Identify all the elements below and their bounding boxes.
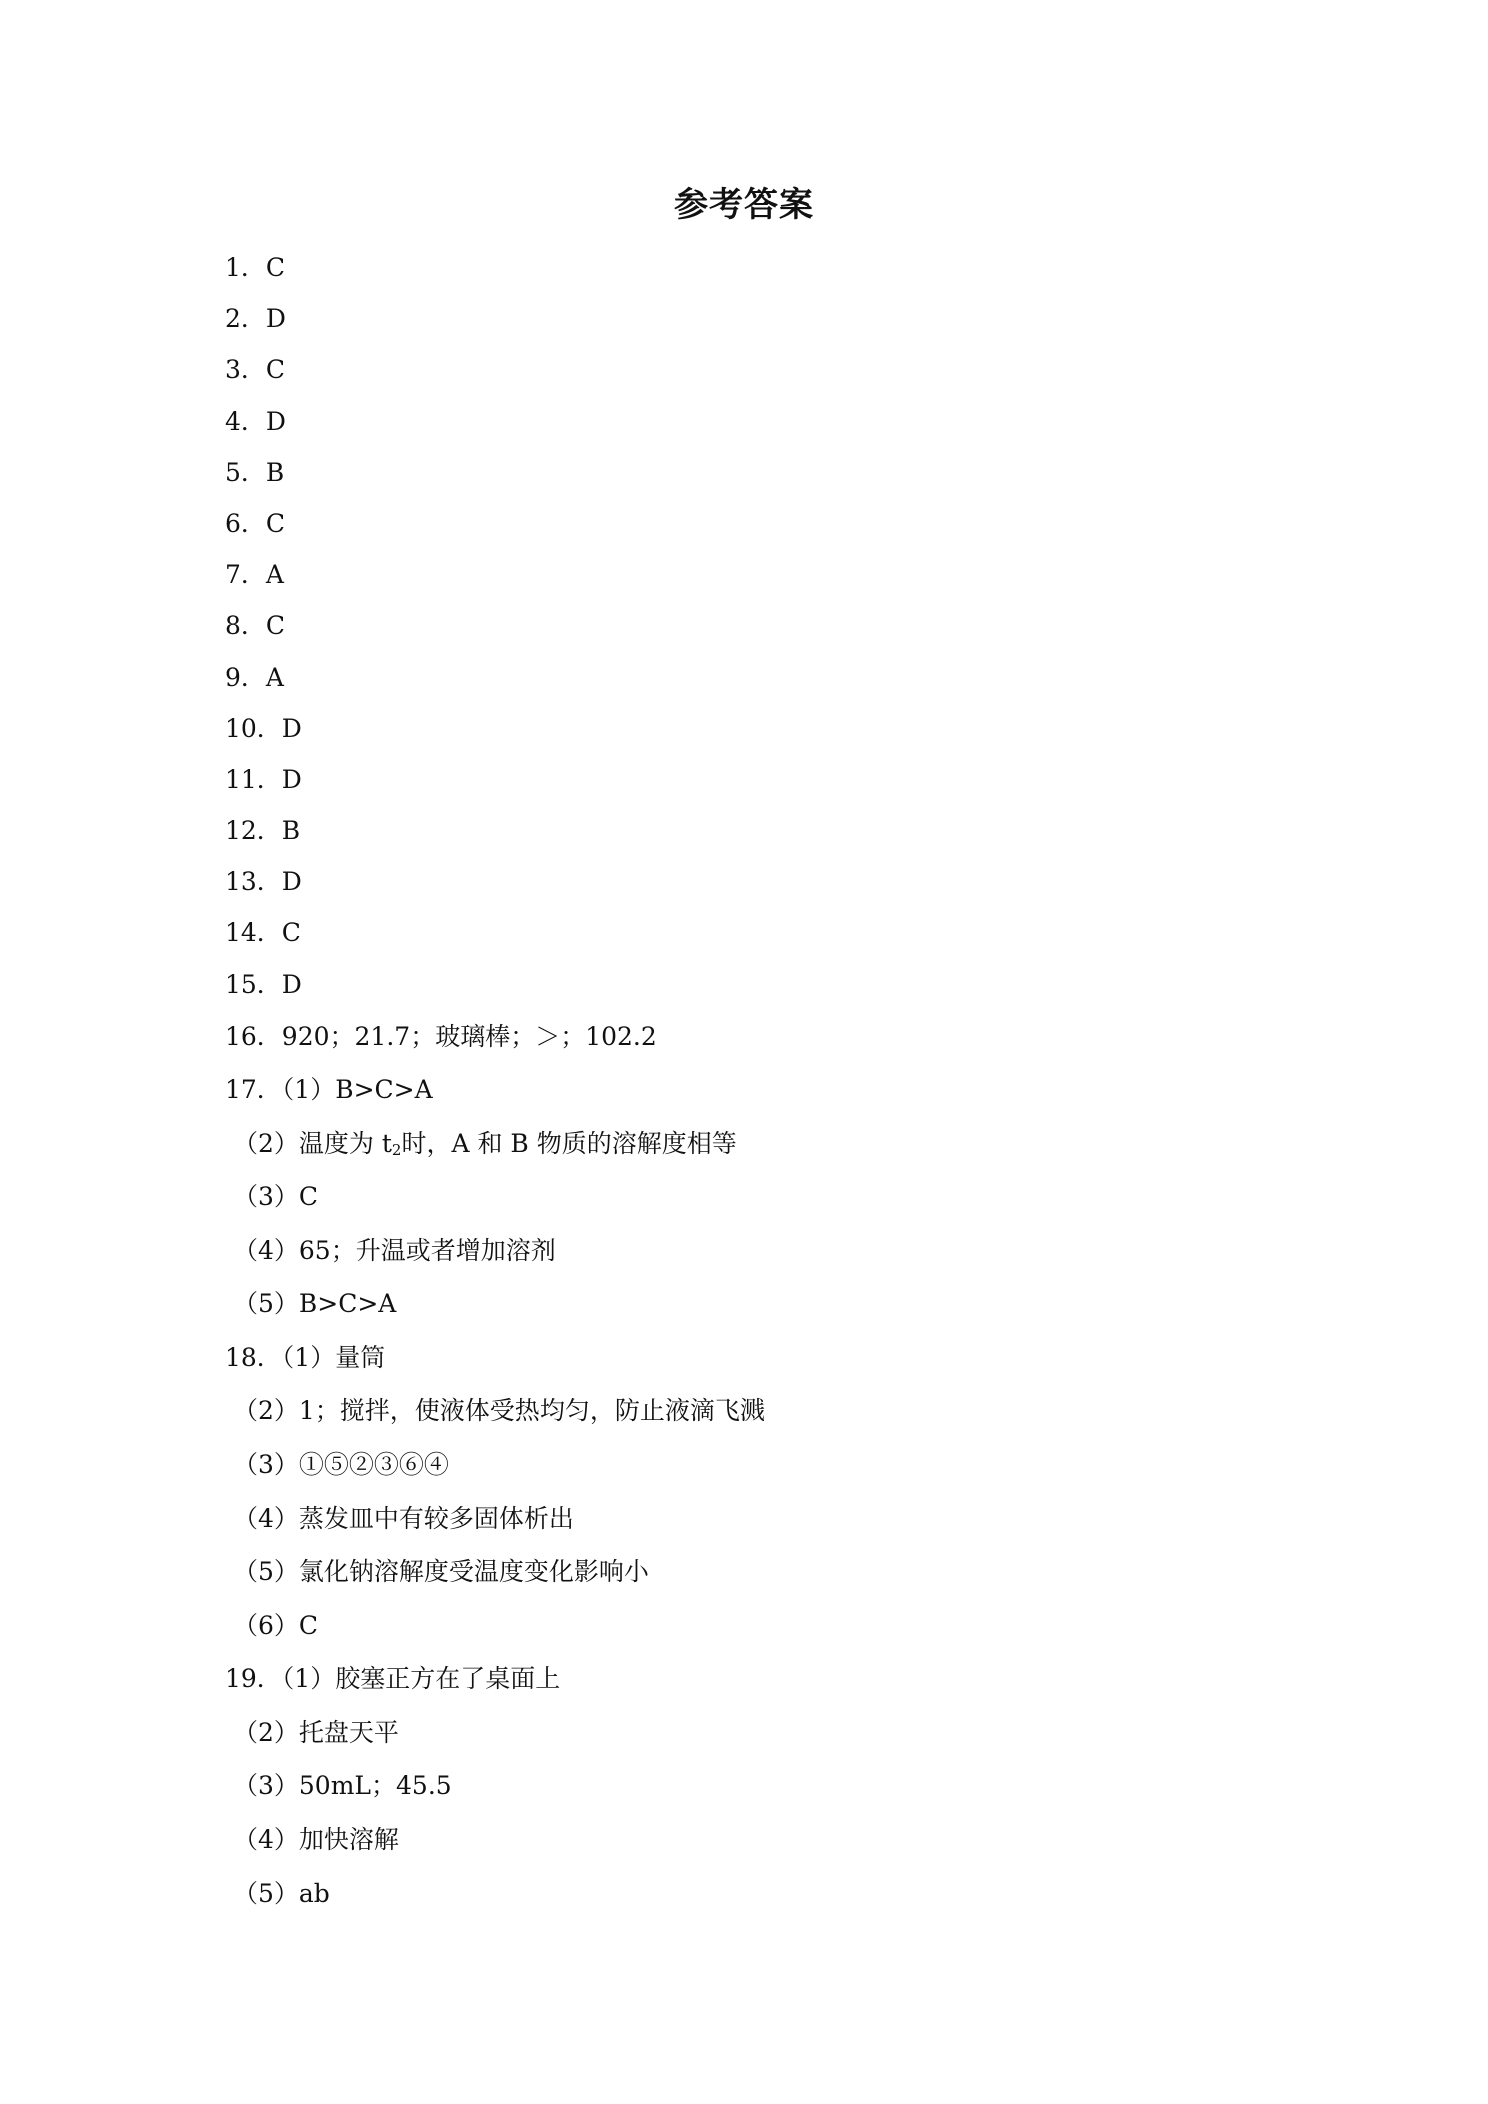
subscript-2: 2 xyxy=(391,1140,402,1159)
answer-9: 9．A xyxy=(225,662,284,692)
answer-12: 12．B xyxy=(225,816,301,846)
answer-5: 5．B xyxy=(225,457,285,487)
answer-13: 13．D xyxy=(225,867,302,897)
answer-17-part-3: （3）C xyxy=(233,1182,319,1212)
answer-18-part-5: （5）氯化钠溶解度受温度变化影响小 xyxy=(233,1557,649,1587)
answer-18-part-6: （6）C xyxy=(233,1610,319,1640)
page-title: 参考答案 xyxy=(674,185,814,225)
answer-19-part-5: （5）ab xyxy=(233,1878,330,1908)
answer-3: 3．C xyxy=(225,355,286,385)
answer-18-part-2: （2）1；搅拌，使液体受热均匀，防止液滴飞溅 xyxy=(233,1396,765,1426)
answer-8: 8．C xyxy=(225,611,286,641)
answer-19-part-3: （3）50mL；45.5 xyxy=(233,1771,452,1801)
answer-7: 7．A xyxy=(225,560,284,590)
answer-10: 10．D xyxy=(225,713,302,743)
answer-17-part-2-tail: 时，A 和 B 物质的溶解度相等 xyxy=(401,1128,737,1158)
answer-19-part-2: （2）托盘天平 xyxy=(233,1717,399,1747)
answer-17-part-1: 17．（1）B>C>A xyxy=(225,1075,433,1105)
answer-16: 16．920；21.7；玻璃棒；＞；102.2 xyxy=(225,1021,657,1051)
answer-4: 4．D xyxy=(225,406,286,436)
answer-15: 15．D xyxy=(225,969,302,999)
answer-11: 11．D xyxy=(225,764,302,794)
answer-18-part-3: （3）①⑤②③⑥④ xyxy=(233,1449,449,1479)
answer-18-part-1: 18．（1）量筒 xyxy=(225,1342,386,1372)
answer-6: 6．C xyxy=(225,508,286,538)
answer-17-part-2-text: （2）温度为 t xyxy=(233,1128,392,1158)
answer-19-part-1: 19．（1）胶塞正方在了桌面上 xyxy=(225,1664,561,1694)
answer-18-part-4: （4）蒸发皿中有较多固体析出 xyxy=(233,1503,574,1533)
answer-17-part-5: （5）B>C>A xyxy=(233,1289,397,1319)
answer-list xyxy=(225,242,1325,1920)
answer-17-part-2 xyxy=(225,1117,1325,1171)
answer-2: 2．D xyxy=(225,304,286,334)
answer-17-part-4: （4）65；升温或者增加溶剂 xyxy=(233,1235,556,1265)
answer-14: 14．C xyxy=(225,918,301,948)
answer-1: 1．C xyxy=(225,253,286,282)
answer-19-part-4: （4）加快溶解 xyxy=(233,1824,399,1854)
